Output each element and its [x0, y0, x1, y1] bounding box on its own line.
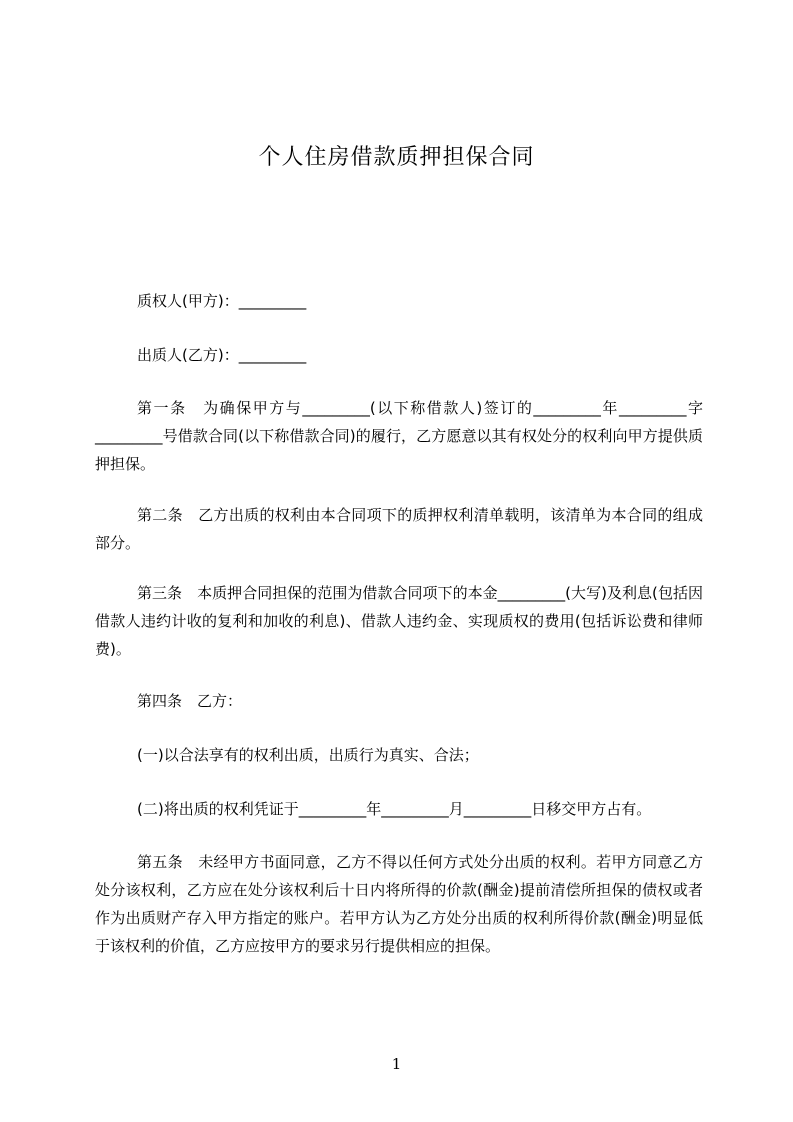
pledgor-line: 出质人(乙方)：_________	[137, 346, 307, 364]
article-4-item-1: (一)以合法享有的权利出质，出质行为真实、合法；	[137, 746, 479, 764]
article-2: 第二条 乙方出质的权利由本合同项下的质押权利清单载明，该清单为本合同的组成部分。	[95, 506, 703, 552]
article-4-item-2: (二)将出质的权利凭证于_________年_________月_________日移交甲方占有。	[137, 800, 652, 818]
article-4: 第四条 乙方：	[137, 692, 243, 710]
article-1: 第一条 为确保甲方与_________(以下称借款人)签订的_________年_________字_________号借款合同(以下称借款合同)的履行，乙方愿意以其有权处分的权利向甲方提供质押担保。	[95, 399, 703, 473]
article-5: 第五条 未经甲方书面同意，乙方不得以任何方式处分出质的权利。若甲方同意乙方处分该权利，乙方应在处分该权利后十日内将所得的价款(酬金)提前清偿所担保的债权或者作为出质财产存入甲方指定的账户。若甲方认为乙方处分出质的权利所得价款(酬金)明显低于该权利的价值，乙方应按甲方的要求另行提供相应的担保。	[95, 853, 703, 955]
pledgee-line: 质权人(甲方)：_________	[137, 292, 307, 310]
document-title: 个人住房借款质押担保合同	[258, 145, 535, 170]
article-3: 第三条 本质押合同担保的范围为借款合同项下的本金_________(大写)及利息(包括因借款人违约计收的复利和加收的利息)、借款人违约金、实现质权的费用(包括诉讼费和律师费)。	[95, 584, 703, 658]
page-number: 1	[391, 1055, 402, 1073]
